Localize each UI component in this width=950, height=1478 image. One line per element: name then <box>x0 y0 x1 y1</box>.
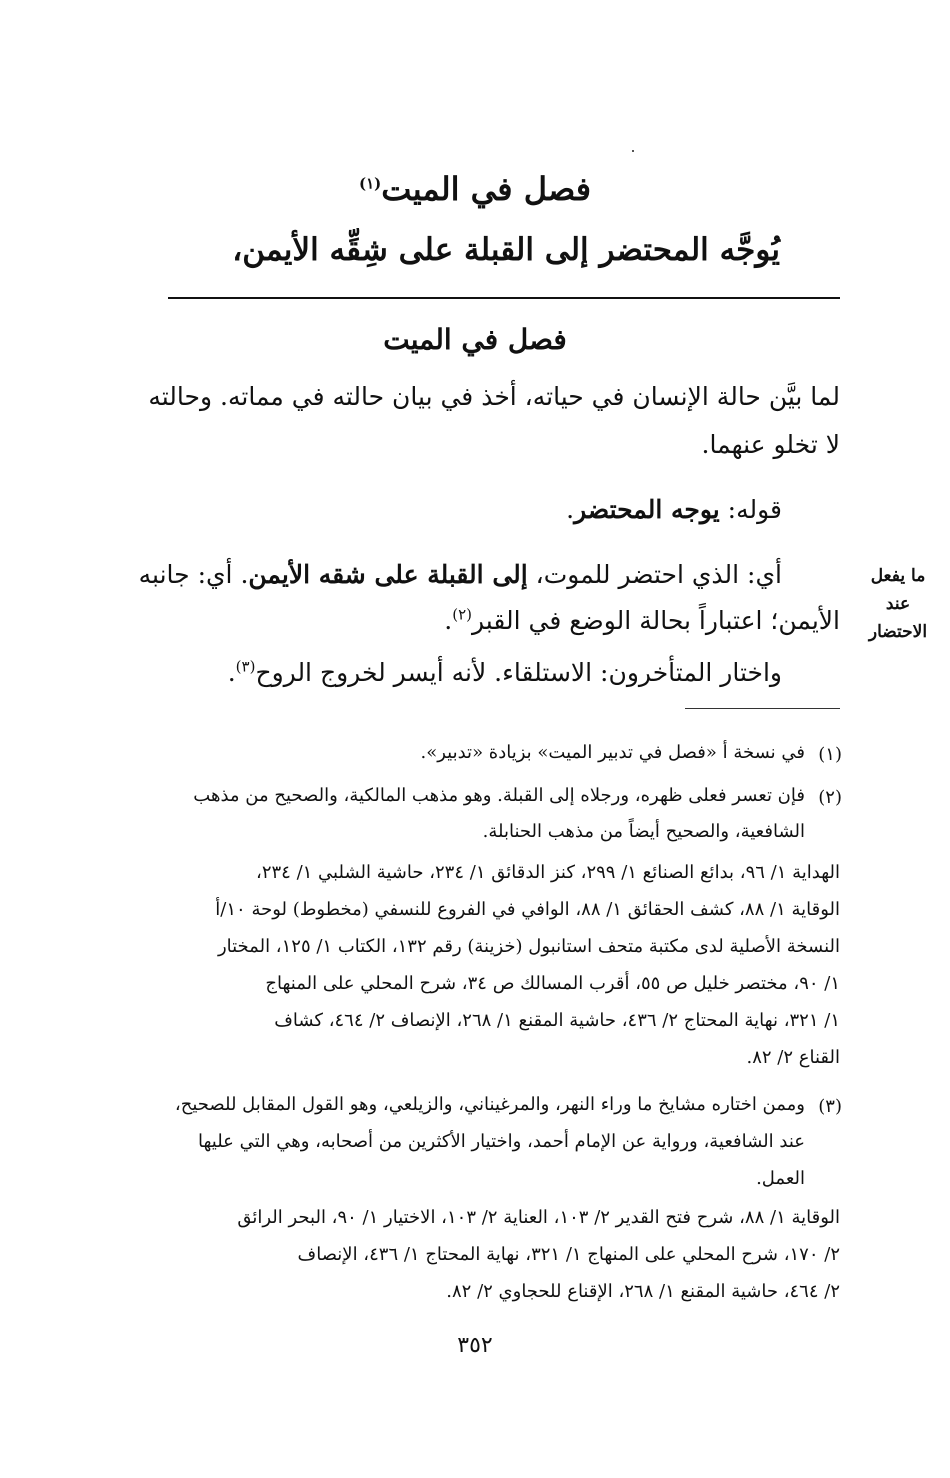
footnote-number: (٣) <box>818 1096 842 1117</box>
section-title: فصل في الميت <box>383 323 567 356</box>
commentary-quote-line <box>72 497 782 522</box>
footnote-mark: (٣) <box>235 657 256 676</box>
page-number: ٣٥٢ <box>457 1333 493 1358</box>
footnote-separator <box>685 708 840 709</box>
margin-note <box>854 562 942 646</box>
margin-note-line: عند <box>885 594 911 615</box>
footnote-line: ٢/ ١٧٠، شرح المحلي على المنهاج ١/ ٣٢١، نهاية المحتاج ١/ ٤٣٦، الإنصاف <box>297 1244 840 1265</box>
footnote-line: الوقاية ١/ ٨٨، شرح فتح القدير ٢/ ١٠٣، العناية ٢/ ١٠٣، الاختيار ١/ ٩٠، البحر الرائق <box>237 1207 840 1228</box>
chapter-heading-text: فصل في الميت <box>381 170 592 208</box>
footnote-line: في نسخة أ «فصل في تدبير الميت» بزيادة «تدبير». <box>420 742 805 763</box>
chapter-heading <box>0 170 950 208</box>
commentary-line <box>72 605 840 635</box>
margin-note-line: الاحتضار <box>868 622 928 643</box>
footnote-line: الهداية ١/ ٩٦، بدائع الصنائع ١/ ٢٩٩، كنز الدقائق ١/ ٢٣٤، حاشية الشلبي ١/ ٢٣٤، <box>256 862 840 883</box>
footnote-line: ٢/ ٤٦٤، حاشية المقنع ١/ ٢٦٨، الإقناع للحجاوي ٢/ ٨٢. <box>446 1281 840 1302</box>
footnote-line: ١/ ٣٢١، نهاية المحتاج ٢/ ٤٣٦، حاشية المقنع ١/ ٢٦٨، الإنصاف ٢/ ٤٦٤، كشاف <box>274 1010 840 1031</box>
footnote-line: الوقاية ١/ ٨٨، كشف الحقائق ١/ ٨٨، الوافي في الفروع للنسفي (مخطوط) لوحة ١٠/أ <box>215 899 840 920</box>
footnote-line: العمل. <box>756 1168 805 1189</box>
commentary-text: أي: الذي احتضر للموت، <box>527 560 782 589</box>
matn-text: يُوجَّه المحتضر إلى القبلة على شِقِّه الأيمن، <box>232 232 780 268</box>
footnote-line: وممن اختاره مشايخ ما وراء النهر، والمرغيناني، والزيلعي، وهو القول المقابل للصحيح، <box>174 1094 805 1115</box>
quoted-matn: يوجه المحتضر <box>574 495 720 524</box>
commentary-text: الأيمن؛ اعتباراً بحالة الوضع في القبر <box>472 606 840 635</box>
footnote-line: النسخة الأصلية لدى مكتبة متحف استانبول (خزينة) رقم ١٣٢، الكتاب ١/ ١٢٥، المختار <box>217 936 840 957</box>
punctuation: . <box>227 658 236 687</box>
punctuation: . <box>566 495 575 524</box>
commentary-text: . أي: جانبه <box>138 560 249 589</box>
commentary-line: لا تخلو عنهما. <box>701 430 840 459</box>
separator-rule <box>168 297 840 299</box>
punctuation: . <box>444 606 453 635</box>
commentary-line <box>72 562 782 587</box>
footnote-line: ١/ ٩٠، مختصر خليل ص ٥٥، أقرب المسالك ص ٣٤، شرح المحلي على المنهاج <box>265 973 840 994</box>
footnote-line: القناع ٢/ ٨٢. <box>746 1047 840 1068</box>
commentary-text: واختار المتأخرون: الاستلقاء. لأنه أيسر لخروج الروح <box>255 658 782 687</box>
quoted-matn: إلى القبلة على شقه الأيمن <box>248 560 528 589</box>
footnote-line: عند الشافعية، ورواية عن الإمام أحمد، واختيار الأكثرين من أصحابه، وهي التي عليها <box>198 1131 805 1152</box>
margin-note-line: ما يفعل <box>870 566 926 586</box>
scan-speck <box>632 150 634 152</box>
footnote-mark: (٢) <box>452 605 472 624</box>
commentary-line <box>72 657 782 687</box>
footnote-line: الشافعية، والصحيح أيضاً من مذهب الحنابلة. <box>482 821 805 842</box>
footnote-number: (١) <box>818 744 842 765</box>
chapter-heading-footnote-mark: (١) <box>358 174 382 193</box>
footnote-number: (٢) <box>818 787 842 808</box>
commentary-line: لما بيَّن حالة الإنسان في حياته، أخذ في بيان حالته في مماته. وحالته <box>148 382 840 411</box>
quote-intro: قوله: <box>719 495 782 524</box>
footnote-line: فإن تعسر فعلى ظهره، ورجلاه إلى القبلة. وهو مذهب المالكية، والصحيح من مذهب <box>193 785 805 806</box>
